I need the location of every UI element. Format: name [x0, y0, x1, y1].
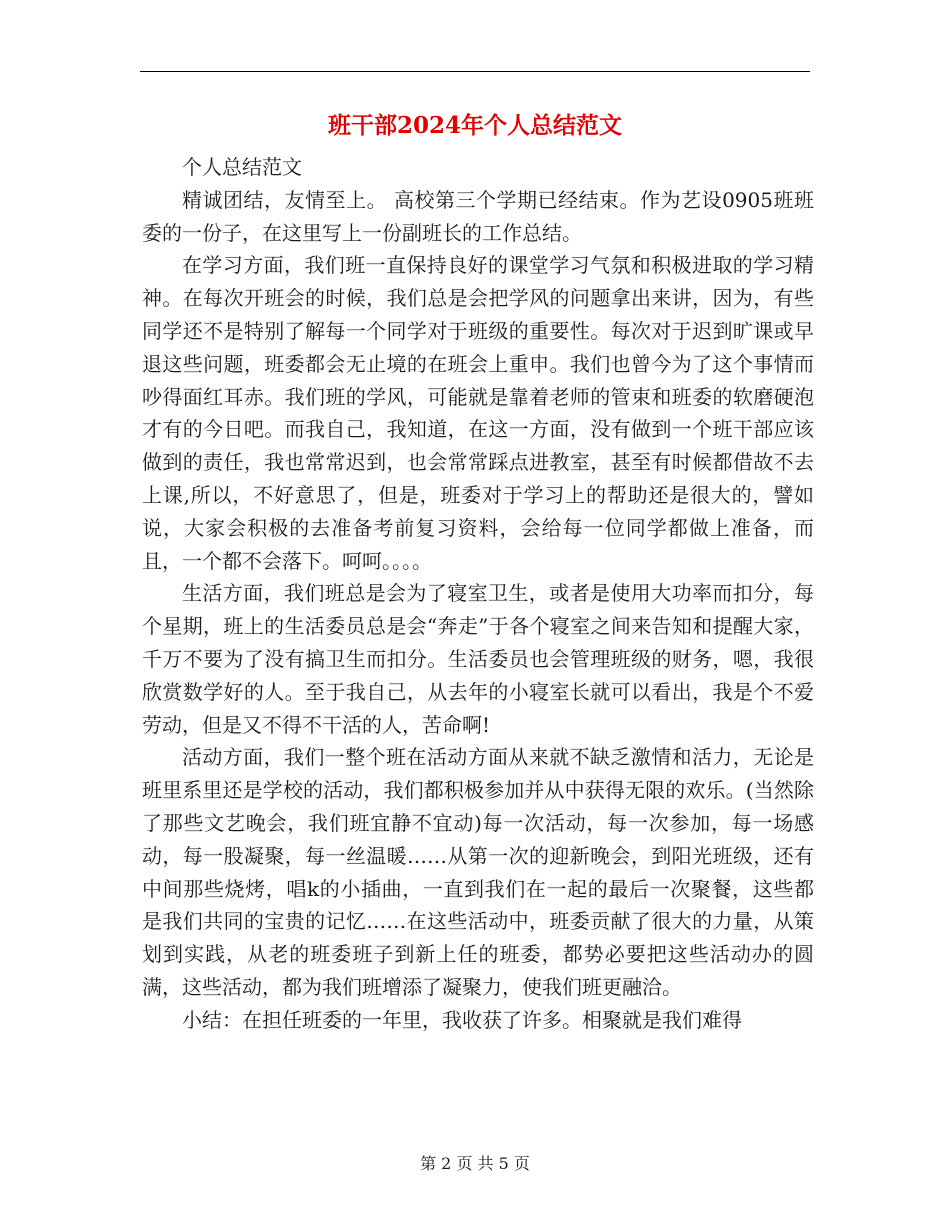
page-footer: 第 2 页 共 5 页 [420, 1154, 530, 1173]
header-rule [140, 71, 810, 72]
paragraph: 在学习方面，我们班一直保持良好的课堂学习气氛和积极进取的学习精神。在每次开班会的时候，我们总是会把学风的问题拿出来讲，因为，有些同学还不是特别了解每一个同学对于班级的重要性。每次对于迟到旷课或早退这些问题，班委都会无止境的在班会上重申。我们也曾今为了这个事情而吵得面红耳赤。我们班的学风，可能就是靠着老师的管束和班委的软磨硬泡才有的今日吧。而我自己，我知道，在这一方面，没有做到一个班干部应该做到的责任，我也常常迟到，也会常常踩点进教室，甚至有时候都借故不去上课,所以，不好意思了，但是，班委对于学习上的帮助还是很大的，譬如说，大家会积极的去准备考前复习资料，会给每一位同学都做上准备，而且，一个都不会落下。呵呵。。。。 [142, 253, 814, 573]
paragraph: 小结：在担任班委的一年里，我收获了许多。相聚就是我们难得 [182, 1007, 742, 1032]
page-title: 班干部2024年个人总结范文 [327, 112, 622, 139]
document-body [142, 151, 814, 1037]
paragraph: 生活方面，我们班总是会为了寝室卫生，或者是使用大功率而扣分，每个星期，班上的生活委员总是会“奔走”于各个寝室之间来告知和提醒大家，千万不要为了没有搞卫生而扣分。生活委员也会管理班级的财务，嗯，我很欣赏数学好的人。至于我自己，从去年的小寝室长就可以看出，我是个不爱劳动，但是又不得不干活的人，苦命啊! [142, 581, 814, 737]
paragraph: 个人总结范文 [182, 155, 302, 179]
paragraph: 活动方面，我们一整个班在活动方面从来就不缺乏激情和活力，无论是班里系里还是学校的活动，我们都积极参加并从中获得无限的欢乐。(当然除了那些文艺晚会，我们班宜静不宜动)每一次活动，每一次参加，每一场感动，每一股凝聚，每一丝温暖……从第一次的迎新晚会，到阳光班级，还有中间那些烧烤，唱k的小插曲，一直到我们在一起的最后一次聚餐，这些都是我们共同的宝贵的记忆……在这些活动中，班委贡献了很大的力量，从策划到实践，从老的班委班子到新上任的班委，都势必要把这些活动办的圆满，这些活动，都为我们班增添了凝聚力，使我们班更融洽。 [142, 745, 814, 999]
paragraph: 精诚团结，友情至上。 高校第三个学期已经结束。作为艺设0905班班委的一份子，在这里写上一份副班长的工作总结。 [142, 187, 814, 245]
